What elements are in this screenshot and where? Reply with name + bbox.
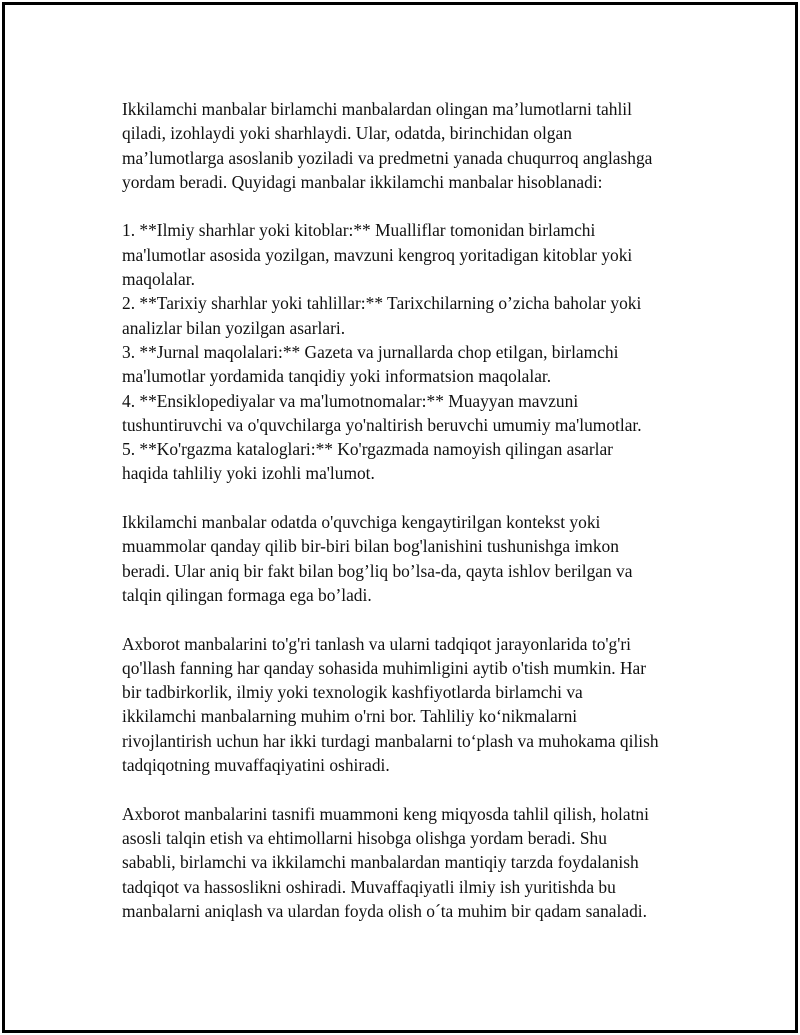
list-item-line: 2. **Tarixiy sharhlar yoki tahlillar:** Tarixchilarning o’zicha baholar yoki xyxy=(122,293,642,314)
list-item-line: 4. **Ensiklopediyalar va ma'lumotnomalar:** Muayyan mavzuni xyxy=(122,390,579,411)
context-paragraph xyxy=(122,510,712,607)
text-line: yordam beradi. Quyidagi manbalar ikkilamchi manbalar hisoblanadi: xyxy=(122,171,603,192)
list-item-line: ma'lumotlar yordamida tanqidiy yoki informatsion maqolalar. xyxy=(122,366,552,387)
paragraph-spacer xyxy=(122,486,712,510)
paragraph-spacer xyxy=(122,607,712,631)
list-item-line: 3. **Jurnal maqolalari:** Gazeta va jurnallarda chop etilgan, birlamchi xyxy=(122,341,619,362)
list-item-line: 1. **Ilmiy sharhlar yoki kitoblar:** Mualliflar tomonidan birlamchi xyxy=(122,220,596,241)
list-item-line: 5. **Ko'rgazma kataloglari:** Ko'rgazmada namoyish qilingan asarlar xyxy=(122,439,613,460)
text-line: talqin qilingan formaga ega bo’ladi. xyxy=(122,584,372,605)
text-line: Axborot manbalarini tasnifi muammoni keng miqyosda tahlil qilish, holatni xyxy=(122,803,649,824)
text-line: muammolar qanday qilib bir-biri bilan bog'lanishini tushunishga imkon xyxy=(122,536,619,557)
selection-paragraph xyxy=(122,632,712,778)
list-item-line: tushuntiruvchi va o'quvchilarga yo'naltirish beruvchi umumiy ma'lumotlar. xyxy=(122,414,642,435)
paragraph-spacer xyxy=(122,194,712,218)
text-line: Axborot manbalarini to'g'ri tanlash va ularni tadqiqot jarayonlarida to'g'ri xyxy=(122,633,631,654)
text-line: sababli, birlamchi va ikkilamchi manbalardan mantiqiy tarzda foydalanish xyxy=(122,852,639,873)
text-line: bir tadbirkorlik, ilmiy yoki texnologik kashfiyotlarda birlamchi va xyxy=(122,682,583,703)
text-line: beradi. Ular aniq bir fakt bilan bog’liq bo’lsa-da, qayta ishlov berilgan va xyxy=(122,560,633,581)
text-line: tadqiqot va hassoslikni oshiradi. Muvaffaqiyatli ilmiy ish yuritishda bu xyxy=(122,876,616,897)
text-line: qiladi, izohlaydi yoki sharhlaydi. Ular, odatda, birinchidan olgan xyxy=(122,123,572,144)
document-body xyxy=(122,97,712,923)
paragraph-spacer xyxy=(122,777,712,801)
list-item-line: ma'lumotlar asosida yozilgan, mavzuni kengroq yoritadigan kitoblar yoki xyxy=(122,244,633,265)
intro-paragraph xyxy=(122,97,712,194)
text-line: ikkilamchi manbalarning muhim o'rni bor. Tahliliy ko‘nikmalarni xyxy=(122,706,578,727)
list-item-line: maqolalar. xyxy=(122,269,195,290)
text-line: ma’lumotlarga asoslanib yoziladi va predmetni yanada chuqurroq anglashga xyxy=(122,147,653,168)
page-border-frame xyxy=(2,2,798,1033)
text-line: rivojlantirish uchun har ikki turdagi manbalarni to‘plash va muhokama qilish xyxy=(122,730,659,751)
text-line: tadqiqotning muvaffaqiyatini oshiradi. xyxy=(122,755,390,776)
list-item-line: haqida tahliliy yoki izohli ma'lumot. xyxy=(122,463,375,484)
text-line: asosli talqin etish va ehtimollarni hisobga olishga yordam beradi. Shu xyxy=(122,827,607,848)
text-line: qo'llash fanning har qanday sohasida muhimligini aytib o'tish mumkin. Har xyxy=(122,657,647,678)
list-item-line: analizlar bilan yozilgan asarlari. xyxy=(122,317,346,338)
text-line: Ikkilamchi manbalar odatda o'quvchiga kengaytirilgan kontekst yoki xyxy=(122,512,601,533)
sources-list xyxy=(122,218,712,485)
conclusion-paragraph xyxy=(122,802,712,923)
text-line: manbalarni aniqlash va ulardan foyda olish o´ta muhim bir qadam sanaladi. xyxy=(122,900,647,921)
text-line: Ikkilamchi manbalar birlamchi manbalardan olingan ma’lumotlarni tahlil xyxy=(122,99,632,119)
